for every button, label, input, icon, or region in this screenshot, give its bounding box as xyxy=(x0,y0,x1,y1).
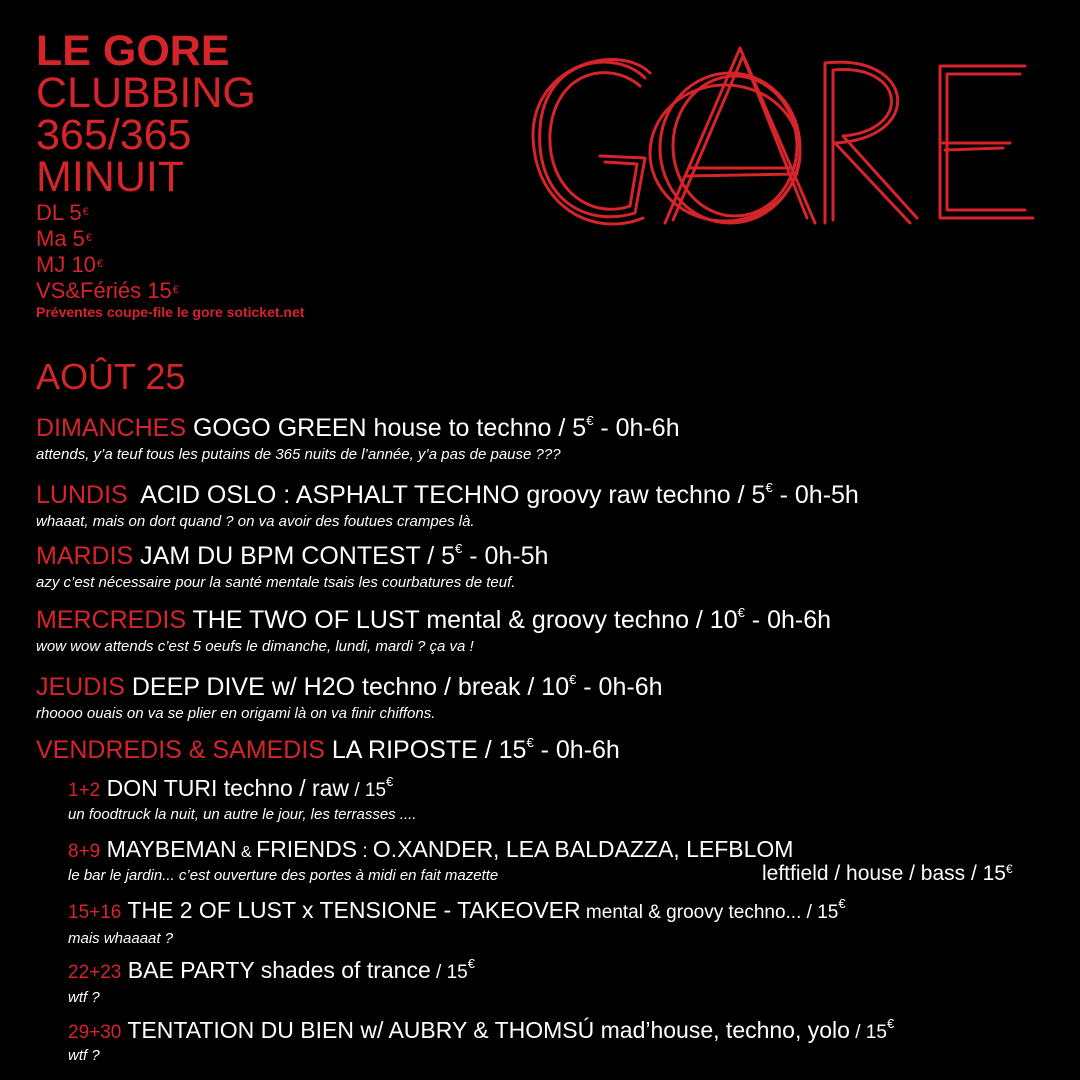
event-day: MARDIS xyxy=(36,542,134,570)
event-note: rhoooo ouais on va se plier en origami là on va finir chiffons. xyxy=(36,705,436,722)
event-dates: 8+9 xyxy=(68,841,101,862)
event-note: le bar le jardin... c’est ouverture des portes à midi en fait mazette xyxy=(68,867,499,884)
event-jeudis: JEUDIS DEEP DIVE w/ H2O techno / break / 10€ - 0h-6h xyxy=(36,672,663,701)
event-note: azy c’est nécessaire pour la santé mentale tsais les courbatures de teuf. xyxy=(36,574,516,591)
event-note: un foodtruck la nuit, un autre le jour, les terrasses .... xyxy=(68,806,417,823)
venue-name: LE GORE xyxy=(36,27,230,75)
event-day: MERCREDIS xyxy=(36,606,187,634)
tagline-365: 365/365 xyxy=(36,111,192,159)
event-mardis: MARDIS JAM DU BPM CONTEST / 5€ - 0h-5h xyxy=(36,541,549,570)
event-dimanches: DIMANCHES GOGO GREEN house to techno / 5€ - 0h-6h xyxy=(36,413,680,442)
weekend-event-2: 8+9 MAYBEMAN & FRIENDS : O.XANDER, LEA BALDAZZA, LEFBLOM xyxy=(68,836,794,862)
event-dates: 1+2 xyxy=(68,780,101,801)
weekend-event-5: 29+30 TENTATION DU BIEN w/ AUBRY & THOMSÚ mad’house, techno, yolo / 15€ xyxy=(68,1016,895,1043)
event-day: LUNDIS xyxy=(36,481,128,509)
event-dates: 15+16 xyxy=(68,902,122,923)
month-title: AOÛT 25 xyxy=(36,356,186,397)
event-vendredis-samedis: VENDREDIS & SAMEDIS LA RIPOSTE / 15€ - 0h-6h xyxy=(36,735,620,764)
event-lundis: LUNDIS ACID OSLO : ASPHALT TECHNO groovy raw techno / 5€ - 0h-5h xyxy=(36,480,859,509)
event-genre-tags: leftfield / house / bass / 15€ xyxy=(762,862,1013,885)
price-ma: Ma 5€ xyxy=(36,226,93,251)
event-note: wtf ? xyxy=(68,1047,100,1064)
header-block xyxy=(36,27,305,320)
weekend-event-4: 22+23 BAE PARTY shades of trance / 15€ xyxy=(68,956,475,983)
event-day: VENDREDIS & SAMEDIS xyxy=(36,736,325,764)
event-dates: 22+23 xyxy=(68,962,122,983)
event-note: wtf ? xyxy=(68,989,100,1006)
price-vs-feries: VS&Fériés 15€ xyxy=(36,278,179,303)
event-dates: 29+30 xyxy=(68,1022,122,1043)
event-mercredis: MERCREDIS THE TWO OF LUST mental & groovy techno / 10€ - 0h-6h xyxy=(36,605,832,634)
event-day: DIMANCHES xyxy=(36,414,187,442)
event-note: mais whaaaat ? xyxy=(68,930,174,947)
event-note: wow wow attends c’est 5 oeufs le dimanche, lundi, mardi ? ça va ! xyxy=(36,638,474,655)
event-note: attends, y’a teuf tous les putains de 365 nuits de l’année, y’a pas de pause ??? xyxy=(36,446,561,463)
tagline-clubbing: CLUBBING xyxy=(36,69,256,117)
price-dl: DL 5€ xyxy=(36,200,89,225)
weekend-event-3: 15+16 THE 2 OF LUST x TENSIONE - TAKEOVER mental & groovy techno... / 15€ xyxy=(68,896,846,923)
weekend-event-1: 1+2 DON TURI techno / raw / 15€ xyxy=(68,774,394,801)
tagline-minuit: MINUIT xyxy=(36,153,185,201)
gore-logo xyxy=(525,38,1045,238)
event-day: JEUDIS xyxy=(36,673,125,701)
event-note: whaaat, mais on dort quand ? on va avoir des foutues crampes là. xyxy=(36,513,475,530)
presale-info: Préventes coupe-file le gore soticket.net xyxy=(36,304,305,320)
price-mj: MJ 10€ xyxy=(36,252,104,277)
